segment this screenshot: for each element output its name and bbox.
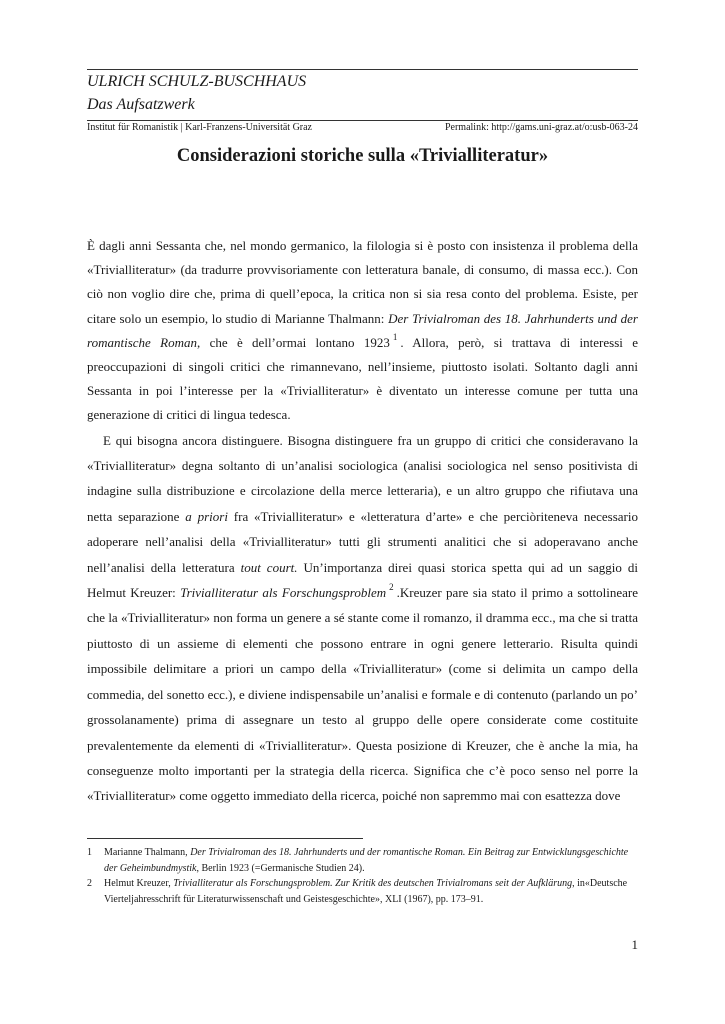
footnote-ref-2[interactable]: 2 <box>389 582 394 593</box>
footnote-ref-1[interactable]: 1 <box>392 331 398 342</box>
header-top-rule <box>87 69 638 70</box>
header-permalink[interactable]: Permalink: http://gams.uni-graz.at/o:usb-063-24 <box>444 122 638 133</box>
header-bottom-rule <box>87 120 638 121</box>
page-number: 1 <box>631 937 638 952</box>
header-author: ULRICH SCHULZ-BUSCHHAUS <box>87 73 307 90</box>
article-title: Considerazioni storiche sulla «Trivialliteratur» <box>176 146 549 166</box>
footnote-1: 1 Marianne Thalmann, Der Trivialroman des 18. Jahrhunderts und der romantische Roman. Ein Beitrag zur Entwicklungsgeschichte der Geheimbundmystik, Berlin 1923 (=Germanische Studien 24). <box>87 847 629 874</box>
footnote-2: 2 Helmut Kreuzer, Trivialliteratur als Forschungsproblem. Zur Kritik des deutschen Trivialromans seit der Aufklärung, in«Deutsche Vierteljahresschrift für Literaturwissenschaft und Geistesgeschichte», XLI (1967), pp. 173–91. <box>87 878 628 905</box>
footnote-separator <box>87 838 363 839</box>
header-institution: Institut für Romanistik | Karl-Franzens-Universität Graz <box>87 122 312 133</box>
paragraph-2: E qui bisogna ancora distinguere. Bisogna distinguere fra un gruppo di critici che consideravano la «Trivialliteratur» degna soltanto di un’analisi sociologica (analisi sociologica nel senso positivista di indagine sulla distribuzione e circolazione della merce letteraria), e un altro gruppo che rifiutava una netta separazione a priori fra «Trivialliteratur» e «letteratura d’arte» e che perciòriteneva necessario adoperare nell’analisi della «Trivialliteratur» tutti gli strumenti analitici che si adoperavano anche nell’analisi della letteratura tout court. Un’importanza direi quasi storica spetta qui ad un saggio di Helmut Kreuzer: Trivialliteratur als Forschungsproblem $^2$ .Kreuzer pare sia stato il primo a sottolineare che la «Trivialliteratur» non forma un genere a sé stante come il romanzo, il dramma ecc., ma che si tratta piuttosto di un assieme di elementi che possono entrare in ogni genere letterario. Risulta quindi impossibile delimitare a priori un campo della «Trivialliteratur» (come si delimita un campo della commedia, del sonetto ecc.), e diviene indispensabile un’analisi e formale e di contenuto (parlando un po’ grossolanamente) prima di assegnare un testo al gruppo delle opere considerate come costituite prevalentemente da elementi di «Trivialliteratur». Questa posizione di Kreuzer, che è anche la mia, ha conseguenze molto importanti per la strategia della ricerca. Significa che c’è poco senso nel porre la «Trivialliteratur» come oggetto immediato della ricerca, poiché non sapremmo mai con esattezza dove <box>87 432 638 804</box>
footnotes <box>87 845 638 907</box>
header-collection: Das Aufsatzwerk <box>87 96 195 113</box>
paragraph-1: È dagli anni Sessanta che, nel mondo germanico, la filologia si è posto con insistenza il problema della «Trivialliteratur» (da tradurre provvisoriamente con letteratura banale, di consumo, di massa ecc.). Con ciò non voglio dire che, prima di quell’epoca, la critica non si sia resa conto del problema. Esiste, per citare solo un esempio, lo studio di Marianne Thalmann: Der Trivialroman des 18. Jahrhunderts und der romantische Roman, che è dell’ormai lontano 1923 $^1$ . Allora, però, si trattava di interessi e preoccupazioni di singoli critici che rimannevano, nell’insieme, piuttosto isolati. Soltanto dagli anni Sessanta in poi l’interesse per la «Trivialliteratur» è diventato un interesse comune per tutta una generazione di critici di lingua tedesca. <box>87 238 638 423</box>
article-body <box>87 234 638 809</box>
